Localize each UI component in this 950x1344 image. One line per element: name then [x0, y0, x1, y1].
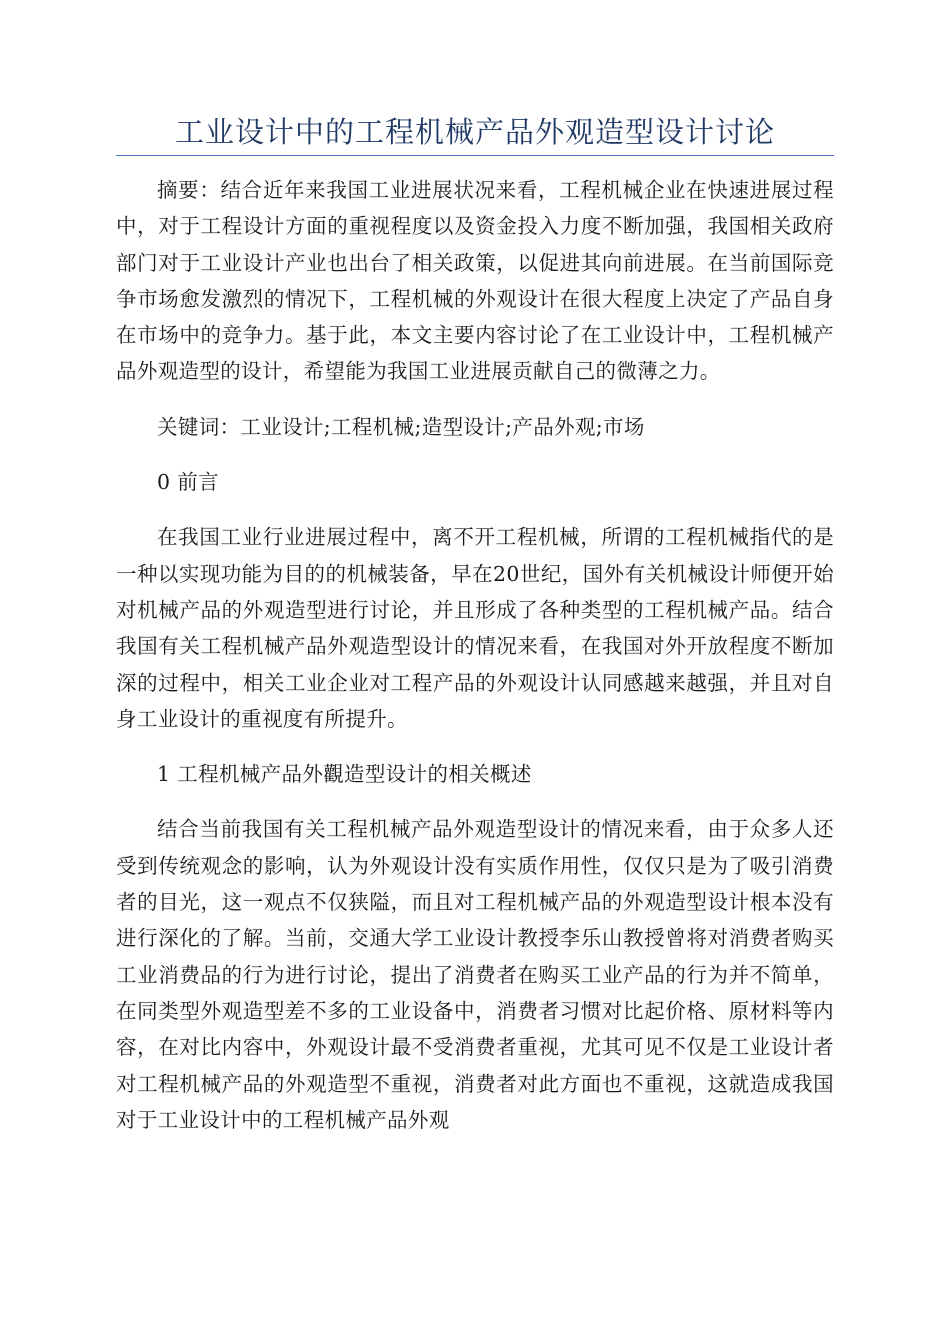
document-title: 工业设计中的工程机械产品外观造型设计讨论 [174, 115, 775, 149]
keywords-line: 关键词：工业设计;工程机械;造型设计;产品外观;市场 [157, 414, 645, 439]
title-underline [116, 155, 834, 156]
section-1-heading: 1 工程机械产品外觀造型设计的相关概述 [157, 762, 532, 787]
abstract-paragraph: 摘要：结合近年来我国工业进展状况来看，工程机械企业在快速进展过程中，对于工程设计方面的重视程度以及资金投入力度不断加强，我国相关政府部门对于工业设计产业也出台了相关政策，以促进其向前进展。在当前国际竞争市场愈发激烈的情况下，工程机械的外观设计在很大程度上决定了产品自身在市场中的竞争力。基于此，本文主要内容讨论了在工业设计中，工程机械产品外观造型的设计，希望能为我国工业进展贡献自己的微薄之力。 [116, 178, 834, 384]
section-0-paragraph: 在我国工业行业进展过程中，离不开工程机械，所谓的工程机械指代的是一种以实现功能为目的的机械装备，早在20世纪，国外有关机械设计师便开始对机械产品的外观造型进行讨论，并且形成了各种类型的工程机械产品。结合我国有关工程机械产品外观造型设计的情况来看，在我国对外开放程度不断加深的过程中，相关工业企业对工程产品的外观设计认同感越来越强，并且对自身工业设计的重视度有所提升。 [116, 525, 834, 731]
document-body [116, 172, 834, 1138]
section-0-heading: 0 前言 [157, 470, 219, 495]
section-1-paragraph: 结合当前我国有关工程机械产品外观造型设计的情况来看，由于众多人还受到传统观念的影响，认为外观设计没有实质作用性，仅仅只是为了吸引消费者的目光，这一观点不仅狭隘，而且对工程机械产品的外观造型设计根本没有进行深化的了解。当前，交通大学工业设计教授李乐山教授曾将对消费者购买工业消费品的行为进行讨论，提出了消费者在购买工业产品的行为并不简单，在同类型外观造型差不多的工业设备中，消费者习惯对比起价格、原材料等内容，在对比内容中，外观设计最不受消费者重视，尤其可见不仅是工业设计者对工程机械产品的外观造型不重视，消费者对此方面也不重视，这就造成我国对于工业设计中的工程机械产品外观 [116, 817, 834, 1132]
